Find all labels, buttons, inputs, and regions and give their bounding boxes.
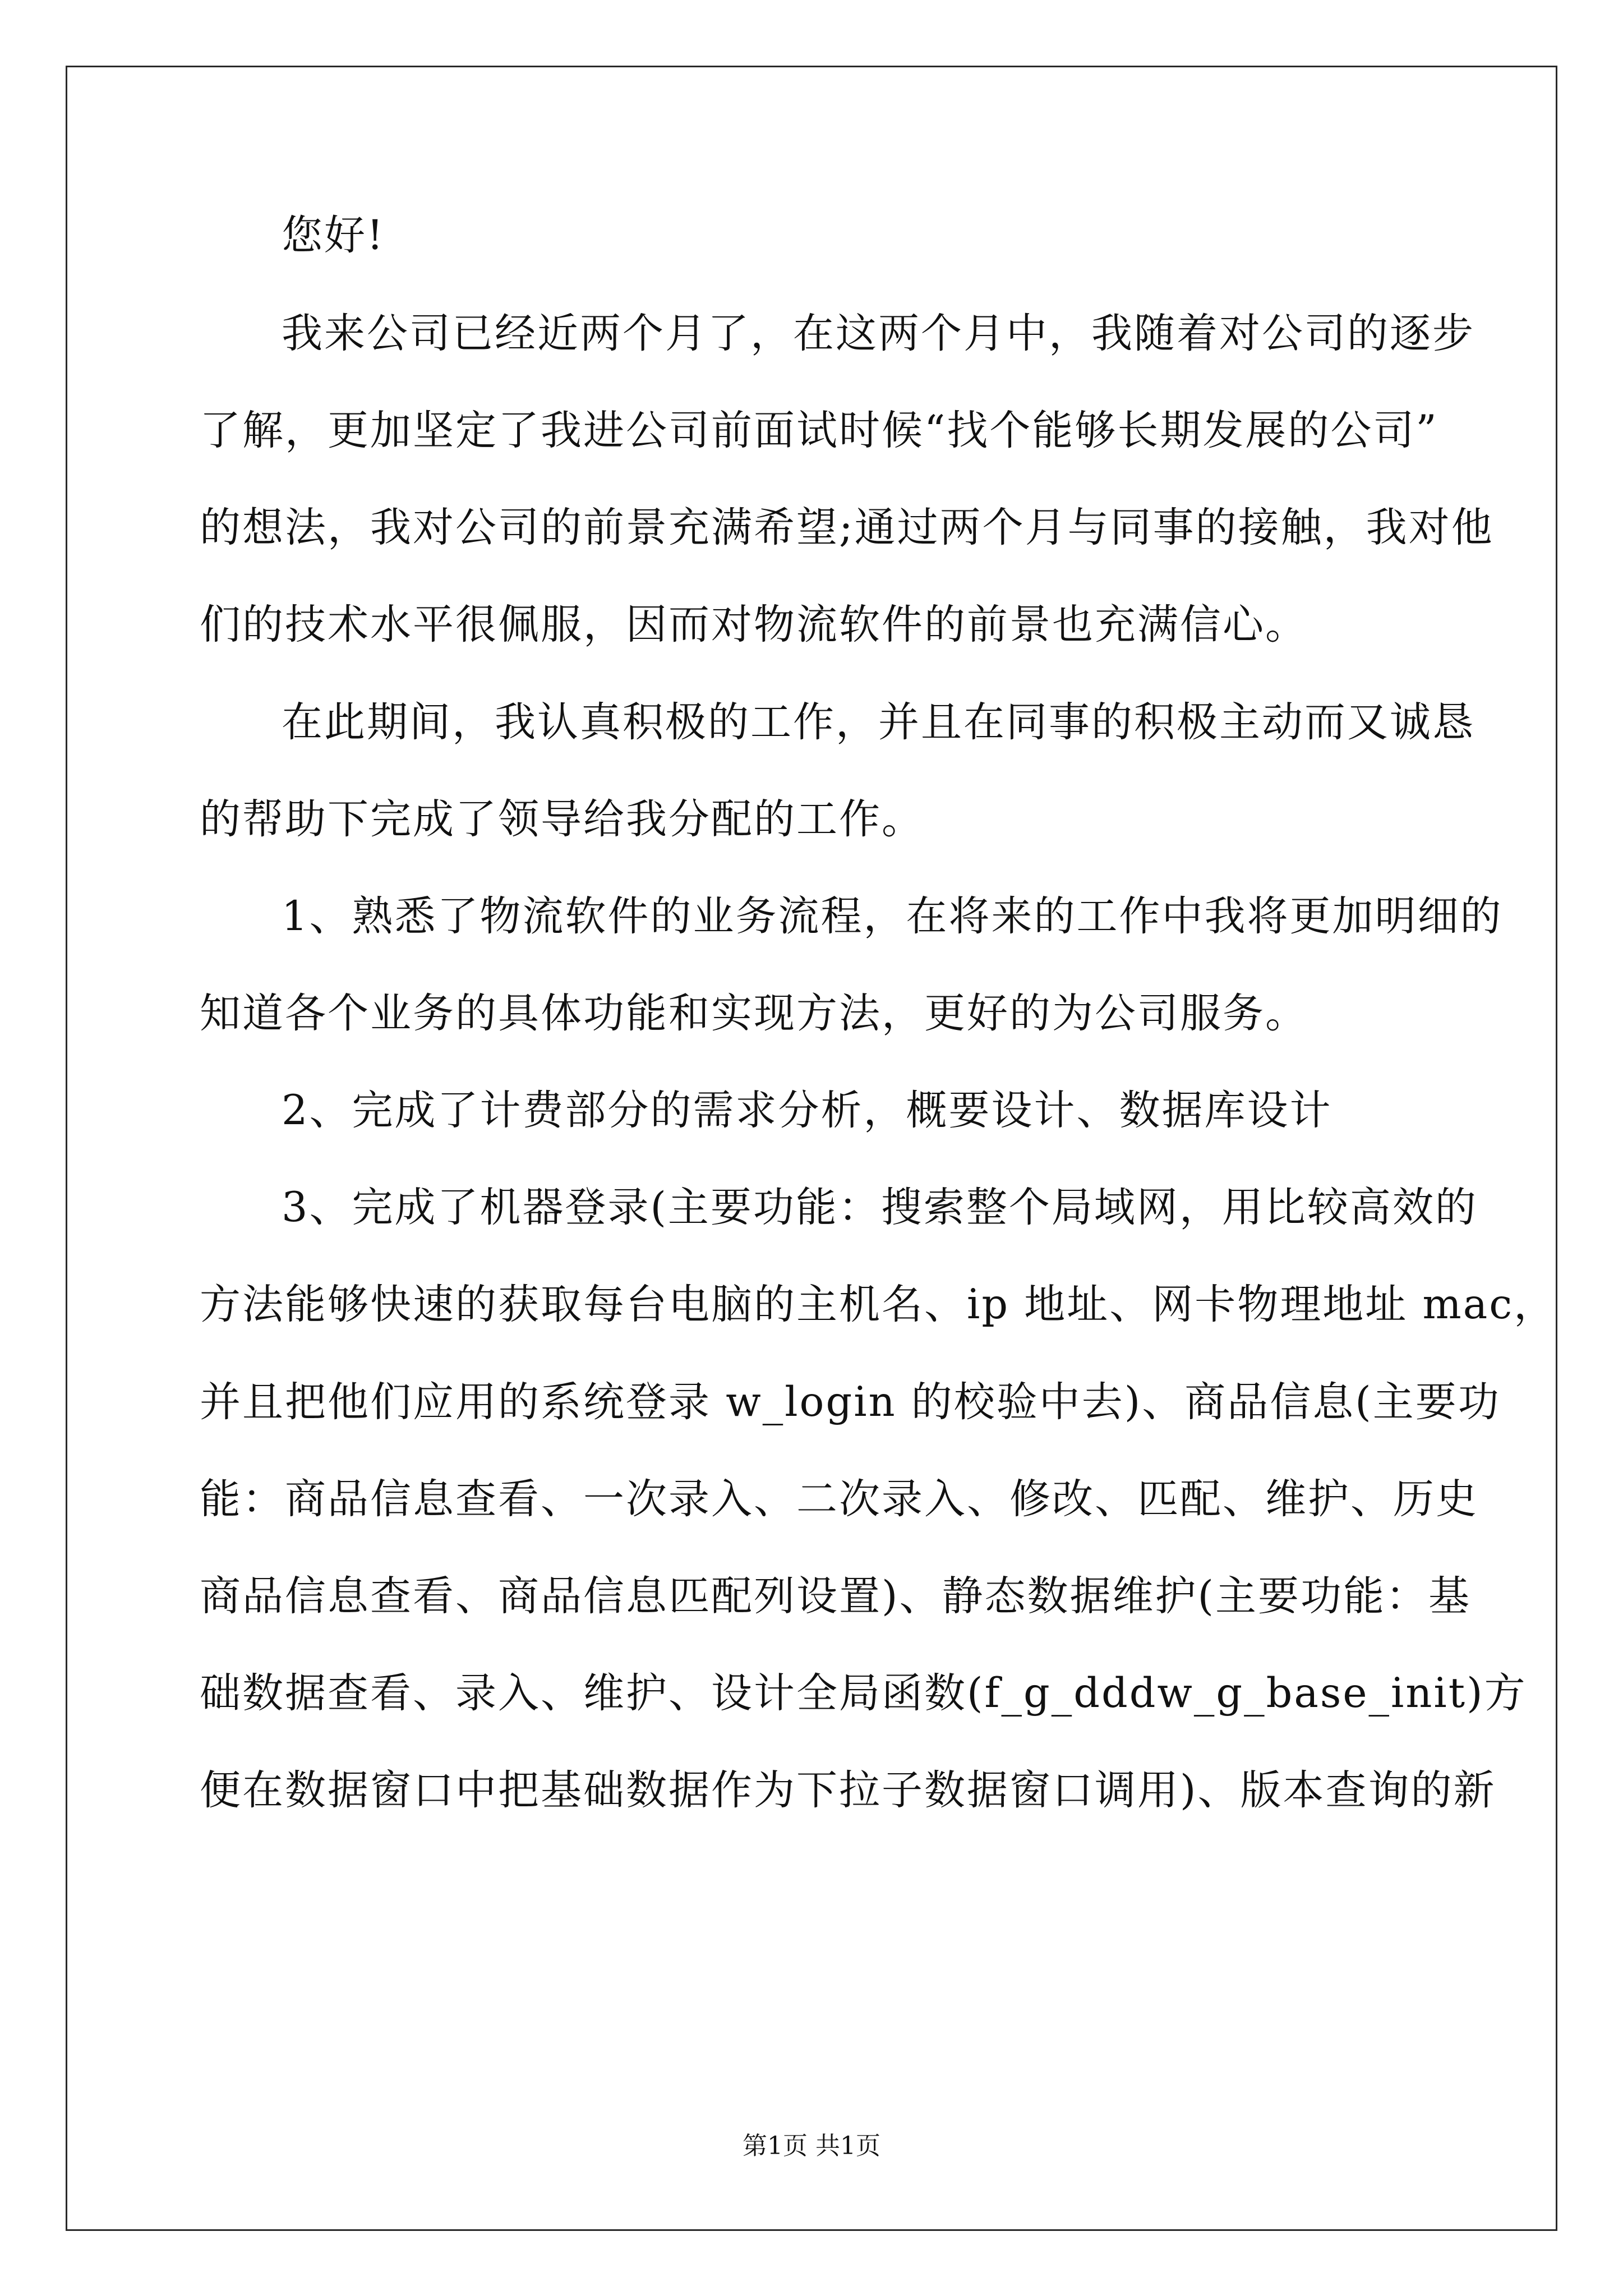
item-2-line-1: 2、完成了计费部分的需求分析，概要设计、数据库设计 (282, 1087, 1332, 1134)
paragraph-1-line-3: 的想法，我对公司的前景充满希望;通过两个月与同事的接触，我对他 (200, 504, 1494, 551)
item-3-line-1: 3、完成了机器登录(主要功能：搜索整个局域网，用比较高效的 (282, 1184, 1478, 1231)
page-border (66, 66, 1557, 2231)
item-3-line-4: 能：商品信息查看、一次录入、二次录入、修改、匹配、维护、历史 (200, 1475, 1478, 1523)
paragraph-2-line-1: 在此期间，我认真积极的工作，并且在同事的积极主动而又诚恳 (282, 698, 1475, 746)
item-3-line-3: 并且把他们应用的系统登录 w_login 的校验中去)、商品信息(主要功 (200, 1378, 1501, 1426)
item-3-line-5: 商品信息查看、商品信息匹配列设置)、静态数据维护(主要功能：基 (200, 1572, 1471, 1620)
item-3-line-2: 方法能够快速的获取每台电脑的主机名、ip 地址、网卡物理地址 mac， (200, 1281, 1557, 1328)
page-footer: 第1页 共1页 (743, 2132, 880, 2160)
item-3-line-6: 础数据查看、录入、维护、设计全局函数(f_g_dddw_g_base_init)方 (200, 1669, 1527, 1717)
paragraph-1-line-4: 们的技术水平很佩服，因而对物流软件的前景也充满信心。 (200, 601, 1308, 648)
paragraph-1-line-2: 了解，更加坚定了我进公司前面试时候“找个能够长期发展的公司” (200, 407, 1438, 454)
paragraph-1-line-1: 我来公司已经近两个月了，在这两个月中，我随着对公司的逐步 (282, 310, 1475, 357)
greeting-line: 您好! (282, 211, 385, 259)
item-3-line-7: 便在数据窗口中把基础数据作为下拉子数据窗口调用)、版本查询的新 (200, 1766, 1496, 1814)
item-1-line-2: 知道各个业务的具体功能和实现方法，更好的为公司服务。 (200, 990, 1308, 1037)
item-1-line-1: 1、熟悉了物流软件的业务流程，在将来的工作中我将更加明细的 (282, 892, 1503, 940)
paragraph-2-line-2: 的帮助下完成了领导给我分配的工作。 (200, 795, 924, 843)
